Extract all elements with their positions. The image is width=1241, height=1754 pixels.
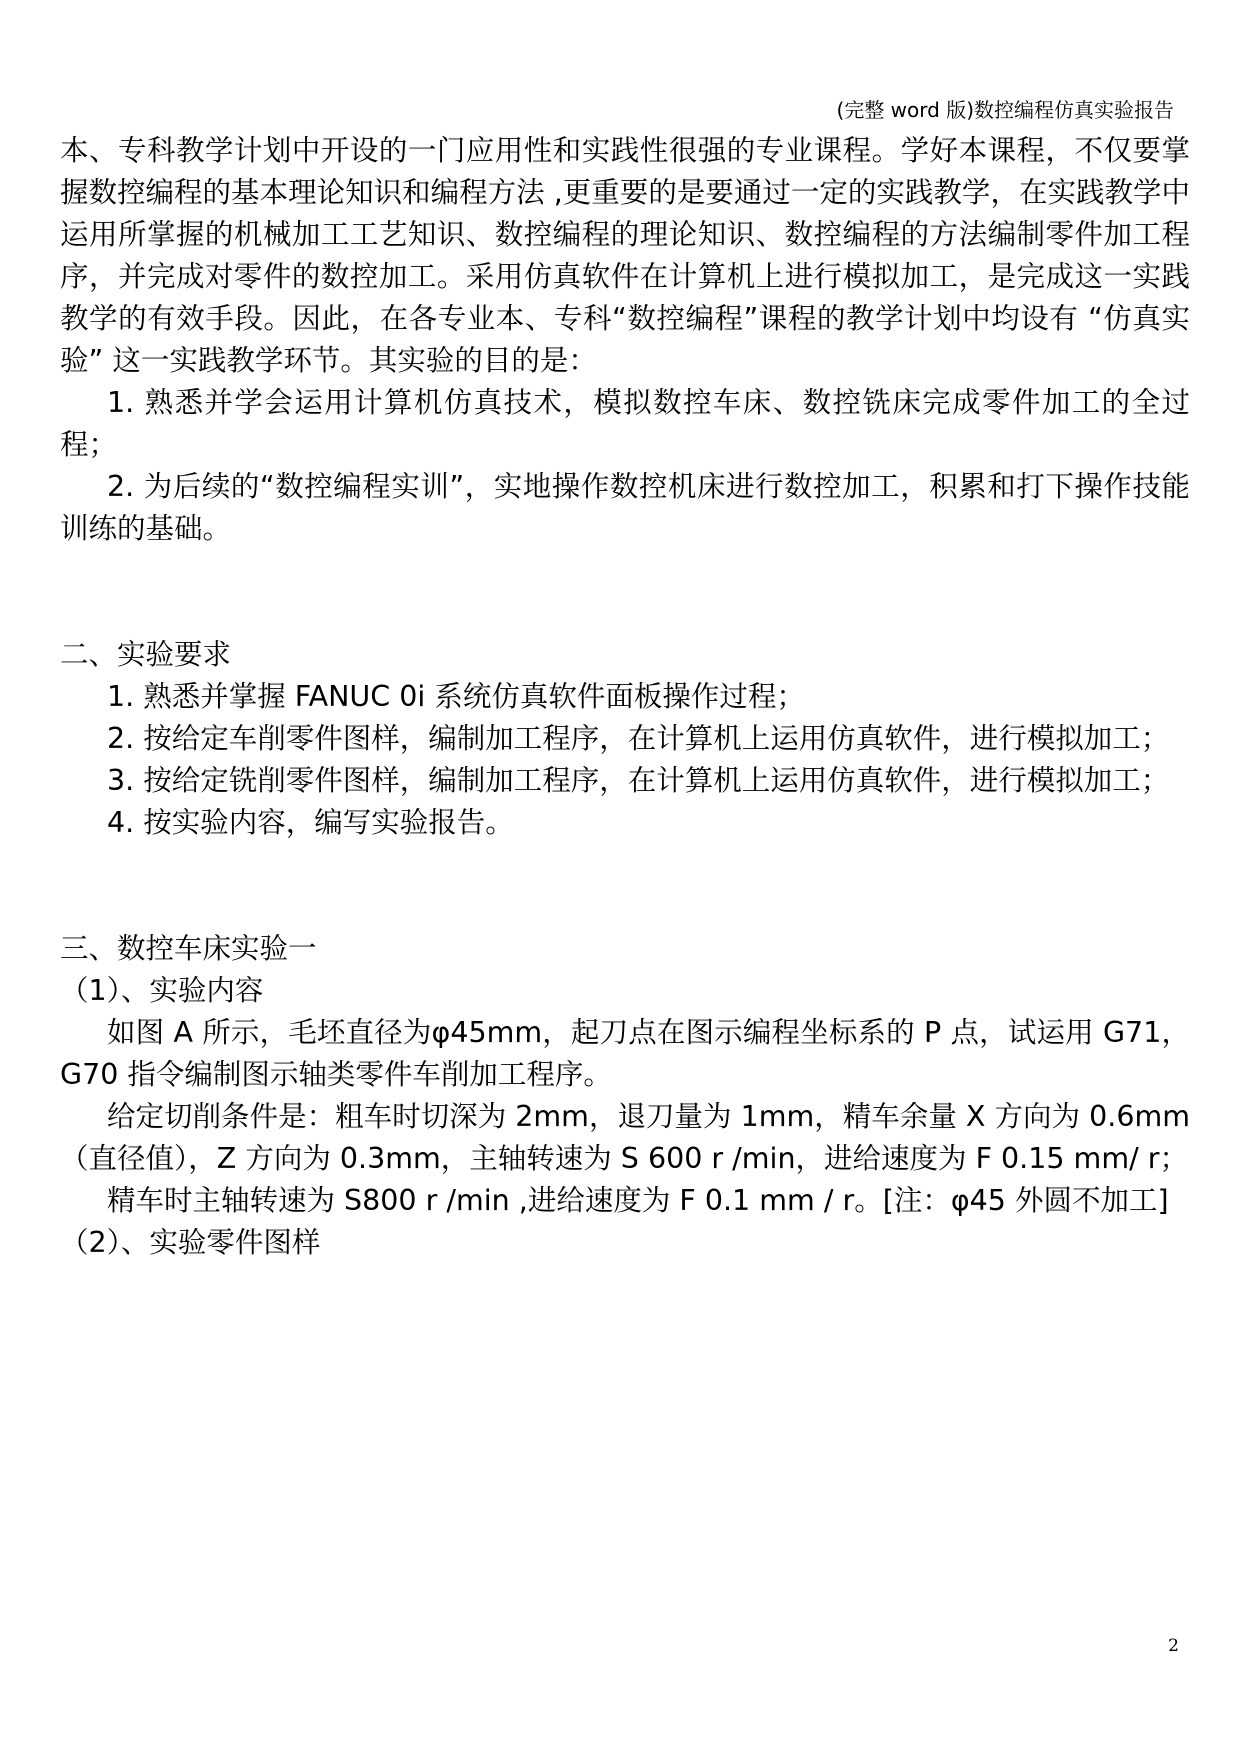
subsection-1-heading: （1）、实验内容 [60,974,264,1007]
section-spacer [60,844,1190,928]
intro-paragraph: 本、专科教学计划中开设的一门应用性和实践性很强的专业课程。学好本课程，不仅要掌握数控编程的基本理论知识和编程方法 ,更重要的是要通过一定的实践教学，在实践教学中运用所掌握的机械加工工艺知识、数控编程的理论知识、数控编程的方法编制零件加工程序，并完成对零件的数控加工。采用仿真软件在计算机上进行模拟加工，是完成这一实践教学的有效手段。因此，在各专业本、专科“数控编程”课程的教学计划中均设有 “仿真实验” 这一实践教学环节。其实验的目的是： [60,134,1190,377]
requirement-item-4: 4. 按实验内容，编写实验报告。 [107,806,514,839]
document-header-title: (完整 word 版)数控编程仿真实验报告 [836,98,1174,122]
experiment-paragraph-2: 给定切削条件是：粗车时切深为 2mm，退刀量为 1mm，精车余量 X 方向为 0.6mm（直径值），Z 方向为 0.3mm，主轴转速为 S 600 r /min，进给速度为 F 0.15 mm/ r； [60,1100,1190,1175]
section-3-heading: 三、数控车床实验一 [60,932,317,965]
experiment-paragraph-1: 如图 A 所示，毛坯直径为φ45mm，起刀点在图示编程坐标系的 P 点，试运用 G71，G70 指令编制图示轴类零件车削加工程序。 [60,1016,1190,1091]
requirement-item-3: 3. 按给定铣削零件图样，编制加工程序，在计算机上运用仿真软件，进行模拟加工； [107,764,1170,797]
experiment-paragraph-3: 精车时主轴转速为 S800 r /min ,进给速度为 F 0.1 mm / r。[注：φ45 外圆不加工] [107,1184,1169,1217]
document-body [60,130,1190,1264]
section-2-heading: 二、实验要求 [60,638,232,671]
objective-item-1: 1. 熟悉并学会运用计算机仿真技术，模拟数控车床、数控铣床完成零件加工的全过程； [60,386,1190,461]
page-number: 2 [1168,1636,1179,1656]
objective-item-2: 2. 为后续的“数控编程实训”，实地操作数控机床进行数控加工，积累和打下操作技能训练的基础。 [60,470,1190,545]
subsection-2-heading: （2）、实验零件图样 [60,1226,321,1259]
requirement-item-1: 1. 熟悉并掌握 FANUC 0i 系统仿真软件面板操作过程； [107,680,805,713]
section-spacer [60,550,1190,634]
requirement-item-2: 2. 按给定车削零件图样，编制加工程序，在计算机上运用仿真软件，进行模拟加工； [107,722,1170,755]
